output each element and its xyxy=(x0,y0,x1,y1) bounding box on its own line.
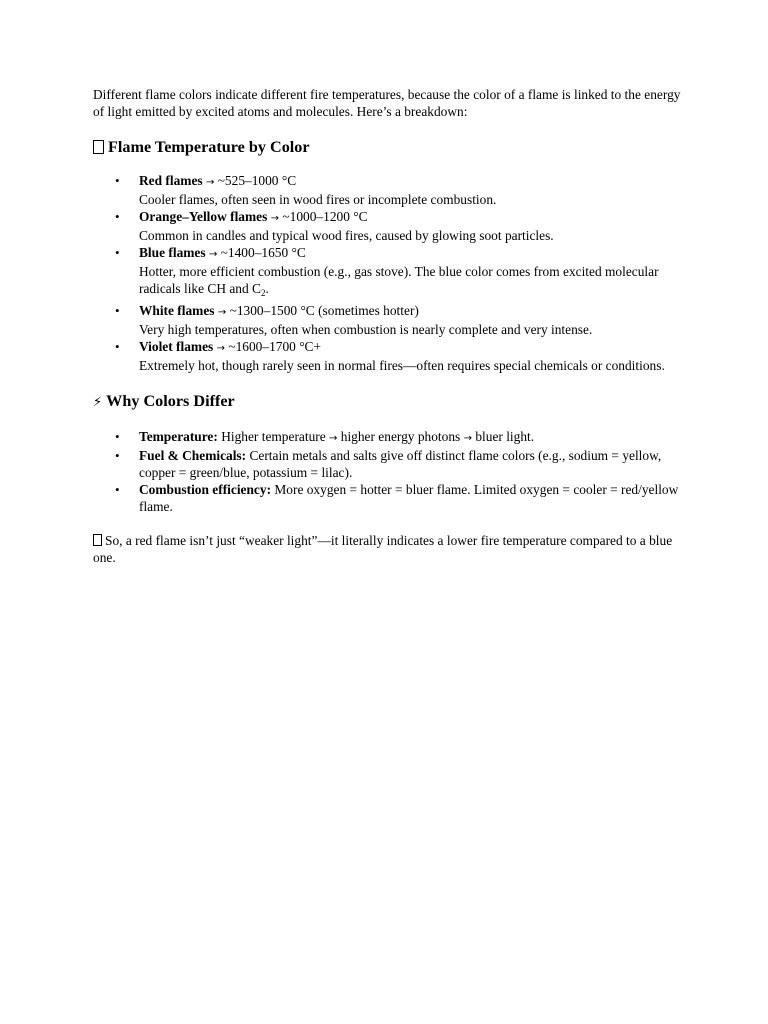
item-label: Temperature: xyxy=(139,429,218,444)
list-item xyxy=(139,481,683,515)
list-item xyxy=(139,208,683,244)
flame-name: Blue flames xyxy=(139,245,206,260)
list-item xyxy=(139,172,683,208)
item-text: bluer light. xyxy=(472,429,535,444)
arrow-icon: → xyxy=(208,249,218,260)
flame-name: Violet flames xyxy=(139,339,214,354)
list-item xyxy=(139,338,683,374)
outro-text: So, a red flame isn’t just “weaker light”—it literally indicates a lower fire temperature compared to a blue one. xyxy=(93,533,673,565)
flame-temp: ~1000–1200 °C xyxy=(279,209,368,224)
why-colors-list xyxy=(93,428,683,515)
flame-temp: ~1300–1500 °C (sometimes hotter) xyxy=(226,303,419,318)
flame-description-end: . xyxy=(265,281,269,296)
flame-description: Common in candles and typical wood fires, caused by glowing soot particles. xyxy=(139,228,554,243)
arrow-icon: → xyxy=(205,177,215,188)
flame-temp: ~1400–1650 °C xyxy=(217,245,306,260)
flame-description: Very high temperatures, often when combustion is nearly complete and very intense. xyxy=(139,322,593,337)
subscript: 2 xyxy=(260,288,266,298)
arrow-icon: → xyxy=(463,433,472,444)
list-item xyxy=(139,428,683,447)
section-heading-why xyxy=(93,391,683,413)
document-page xyxy=(93,86,683,566)
flame-name: White flames xyxy=(139,303,215,318)
outro-paragraph xyxy=(93,532,683,566)
arrow-icon: → xyxy=(329,433,338,444)
item-label: Fuel & Chemicals: xyxy=(139,448,247,463)
item-text: Certain metals and salts give off distinct flame colors (e.g., sodium = yellow, copper = green/blue, potassium = lilac). xyxy=(139,448,662,480)
lightning-bolt-icon: ⚡ xyxy=(93,395,103,410)
flame-name: Red flames xyxy=(139,173,203,188)
item-text: More oxygen = hotter = bluer flame. Limited oxygen = cooler = red/yellow flame. xyxy=(139,482,679,514)
section-heading-text: Why Colors Differ xyxy=(106,392,235,410)
section-heading-temperature xyxy=(93,137,683,157)
missing-glyph-box-icon xyxy=(93,140,104,154)
item-text: Higher temperature xyxy=(217,429,330,444)
item-text: higher energy photons xyxy=(337,429,464,444)
flame-name: Orange–Yellow flames xyxy=(139,209,268,224)
list-item xyxy=(139,447,683,481)
missing-glyph-box-icon xyxy=(93,534,102,546)
section-heading-text: Flame Temperature by Color xyxy=(108,138,310,156)
flame-temp: ~1600–1700 °C+ xyxy=(225,339,322,354)
flame-temperature-list xyxy=(93,172,683,374)
flame-description: Hotter, more efficient combustion (e.g., gas stove). The blue color comes from excited molecular radicals like CH and C xyxy=(139,264,659,296)
arrow-icon: → xyxy=(217,307,227,318)
list-item xyxy=(139,302,683,338)
arrow-icon: → xyxy=(216,343,225,354)
item-label: Combustion efficiency: xyxy=(139,482,272,497)
flame-temp: ~525–1000 °C xyxy=(214,173,297,188)
intro-paragraph: Different flame colors indicate different fire temperatures, because the color of a flame is linked to the energy of light emitted by excited atoms and molecules. Here’s a breakdown: xyxy=(93,87,681,119)
arrow-icon: → xyxy=(270,213,280,224)
flame-description: Extremely hot, though rarely seen in normal fires—often requires special chemicals or conditions. xyxy=(139,358,665,373)
flame-description: Cooler flames, often seen in wood fires or incomplete combustion. xyxy=(139,192,497,207)
list-item xyxy=(139,244,683,302)
